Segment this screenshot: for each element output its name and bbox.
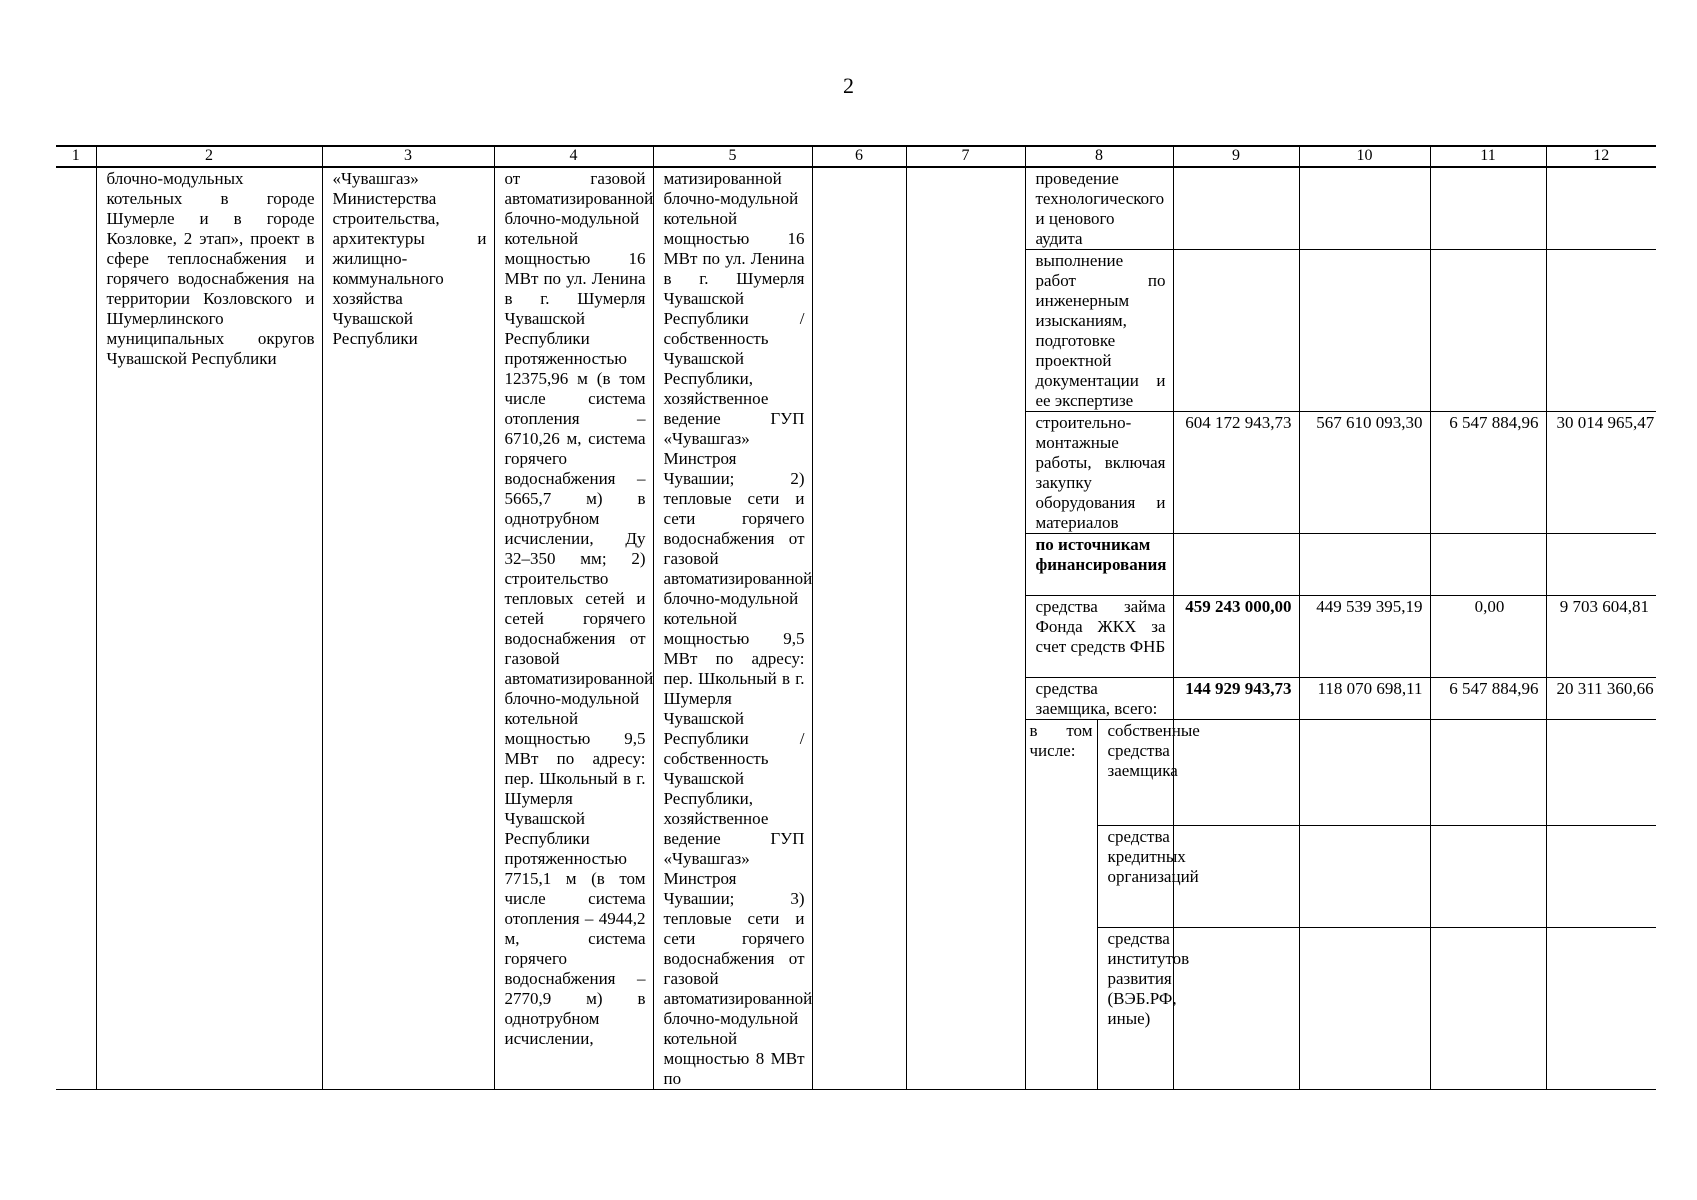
col1-cell <box>56 167 96 1090</box>
audit-c9 <box>1173 167 1299 250</box>
object-description-cell: от газовой автоматизированной блочно-модульной котельной мощностью 16 МВт по ул. Ленина в г. Шумерля Чувашской Республики протяженностью 12375,96 м (в том числе система отопления – 6710,26 м, система горячего водоснабжения – 5665,7 м) в однотрубном исчислении, Ду 32–350 мм; 2) строительство тепловых сетей и сетей горячего водоснабжения от газовой автоматизированной блочно-модульной котельной мощностью 9,5 МВт по адресу: пер. Школьный в г. Шумерля Чувашской Республики протяженностью 7715,1 м (в том числе система отопления – 4944,2 м, система горячего водоснабжения – 2770,9 м) в однотрубном исчислении, <box>494 167 653 1090</box>
column-number: 6 <box>812 146 906 167</box>
col6-cell <box>812 167 906 1090</box>
project-name-cell: блочно-модульных котельных в городе Шумерле и в городе Козловке, 2 этап», проект в сфере теплоснабжения и горячего водоснабжения на территории Козловского и Шумерлинского муниципальных округов Чувашской Республики <box>96 167 322 1090</box>
loan-fund-label: средства займа Фонда ЖКХ за счет средств ФНБ <box>1025 596 1173 678</box>
financing-table <box>56 145 1656 1090</box>
own-funds-c11 <box>1430 720 1546 826</box>
column-number: 4 <box>494 146 653 167</box>
audit-c11 <box>1430 167 1546 250</box>
survey-c10 <box>1299 250 1430 412</box>
column-number: 12 <box>1546 146 1656 167</box>
by-source-c10 <box>1299 534 1430 596</box>
borrower-c12: 20 311 360,66 <box>1546 678 1656 720</box>
including-label: в том числе: <box>1025 720 1097 1090</box>
audit-c10 <box>1299 167 1430 250</box>
dev-institutes-c9 <box>1173 928 1299 1090</box>
column-number: 10 <box>1299 146 1430 167</box>
borrower-c11: 6 547 884,96 <box>1430 678 1546 720</box>
loan-fund-c12: 9 703 604,81 <box>1546 596 1656 678</box>
survey-c12 <box>1546 250 1656 412</box>
page-number: 2 <box>843 73 854 98</box>
borrower-name-cell: «Чувашгаз» Министерства строительства, архитектуры и жилищно-коммунального хозяйства Чувашской Республики <box>322 167 494 1090</box>
column-number: 8 <box>1025 146 1173 167</box>
row-audit <box>56 167 1656 250</box>
own-funds-c12 <box>1546 720 1656 826</box>
construction-label: строительно-монтажные работы, включая закупку оборудования и материалов <box>1025 412 1173 534</box>
credit-orgs-label: средства кредитных организаций <box>1097 826 1173 928</box>
loan-fund-c11: 0,00 <box>1430 596 1546 678</box>
construction-c9: 604 172 943,73 <box>1173 412 1299 534</box>
column-number: 11 <box>1430 146 1546 167</box>
column-number: 1 <box>56 146 96 167</box>
survey-c9 <box>1173 250 1299 412</box>
loan-fund-c9: 459 243 000,00 <box>1173 596 1299 678</box>
column-number: 5 <box>653 146 812 167</box>
borrower-c10: 118 070 698,11 <box>1299 678 1430 720</box>
by-source-c12 <box>1546 534 1656 596</box>
own-funds-c10 <box>1299 720 1430 826</box>
by-source-c9 <box>1173 534 1299 596</box>
survey-label: выполнение работ по инженерным изысканиям, подготовке проектной документации и ее экспертизе <box>1025 250 1173 412</box>
column-number: 9 <box>1173 146 1299 167</box>
borrower-c9: 144 929 943,73 <box>1173 678 1299 720</box>
own-funds-label: собственные средства заемщика <box>1097 720 1173 826</box>
construction-c11: 6 547 884,96 <box>1430 412 1546 534</box>
dev-institutes-c12 <box>1546 928 1656 1090</box>
credit-orgs-c12 <box>1546 826 1656 928</box>
construction-c12: 30 014 965,47 <box>1546 412 1656 534</box>
by-source-label: по источникам финансирования <box>1025 534 1173 596</box>
credit-orgs-c11 <box>1430 826 1546 928</box>
column-number-row <box>56 146 1656 167</box>
by-source-c11 <box>1430 534 1546 596</box>
borrower-label: средства заемщика, всего: <box>1025 678 1173 720</box>
column-number: 3 <box>322 146 494 167</box>
dev-institutes-c11 <box>1430 928 1546 1090</box>
credit-orgs-c10 <box>1299 826 1430 928</box>
column-number: 7 <box>906 146 1025 167</box>
dev-institutes-label: средства институтов развития (ВЭБ.РФ, иные) <box>1097 928 1173 1090</box>
survey-c11 <box>1430 250 1546 412</box>
construction-c10: 567 610 093,30 <box>1299 412 1430 534</box>
column-number: 2 <box>96 146 322 167</box>
object-ownership-cell: матизированной блочно-модульной котельной мощностью 16 МВт по ул. Ленина в г. Шумерля Чувашской Республики / собственность Чувашской Республики, хозяйственное ведение ГУП «Чувашгаз» Минстроя Чувашии; 2) тепловые сети и сети горячего водоснабжения от газовой автоматизированной блочно-модульной котельной мощностью 9,5 МВт по адресу: пер. Школьный в г. Шумерля Чувашской Республики / собственность Чувашской Республики, хозяйственное ведение ГУП «Чувашгаз» Минстроя Чувашии; 3) тепловые сети и сети горячего водоснабжения от газовой автоматизированной блочно-модульной котельной мощностью 8 МВт по <box>653 167 812 1090</box>
col7-cell <box>906 167 1025 1090</box>
audit-c12 <box>1546 167 1656 250</box>
audit-label: проведение технологического и ценового аудита <box>1025 167 1173 250</box>
loan-fund-c10: 449 539 395,19 <box>1299 596 1430 678</box>
dev-institutes-c10 <box>1299 928 1430 1090</box>
